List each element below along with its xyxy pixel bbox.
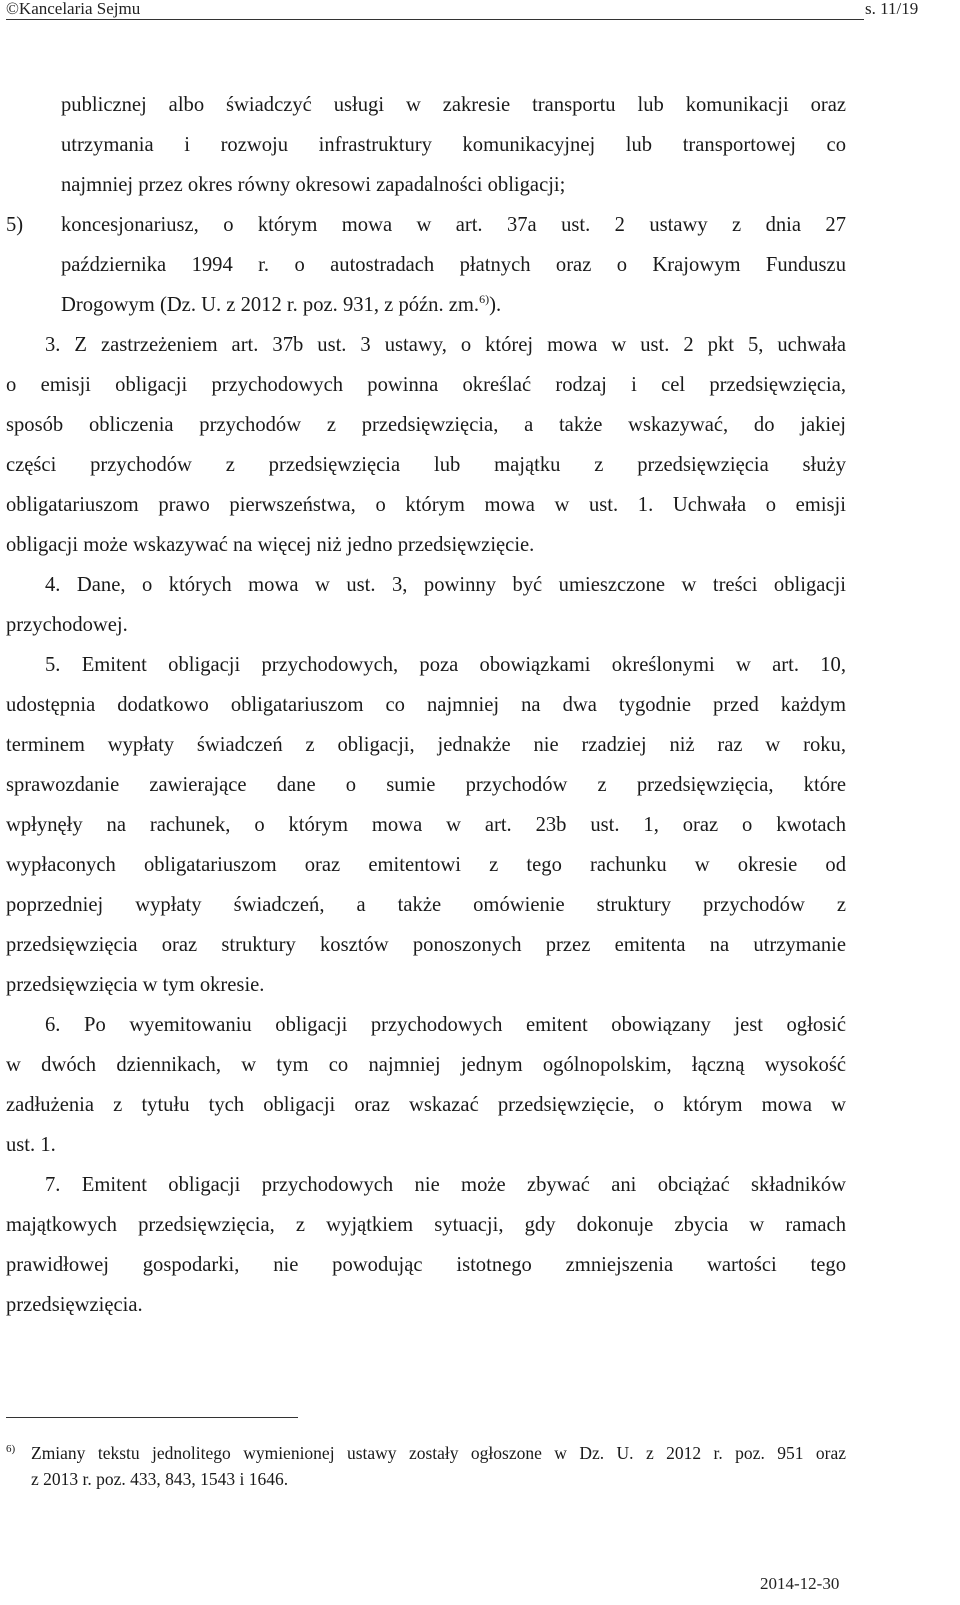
page-number: s. 11/19	[865, 0, 919, 18]
text-line	[6, 165, 846, 205]
text-line	[6, 725, 846, 765]
text-line	[6, 445, 846, 485]
line-text: października 1994 r. o autostradach płatnych oraz o Krajowym Funduszu	[61, 254, 846, 276]
header-rule	[6, 19, 864, 20]
line-text: 7. Emitent obligacji przychodowych nie może zbywać ani obciążać składników	[45, 1174, 846, 1196]
line-text: najmniej przez okres równy okresowi zapadalności obligacji;	[61, 174, 566, 196]
text-line	[6, 365, 846, 405]
line-text: przedsięwzięcia.	[6, 1294, 143, 1316]
text-line	[6, 605, 846, 645]
line-text: ust. 1.	[6, 1134, 56, 1156]
text-line	[6, 245, 846, 285]
line-text: przychodowej.	[6, 614, 128, 636]
line-text: publicznej albo świadczyć usługi w zakresie transportu lub komunikacji oraz	[61, 94, 846, 116]
text-line	[6, 405, 846, 445]
text-line	[6, 565, 846, 605]
page-header	[0, 0, 960, 22]
line-text: koncesjonariusz, o którym mowa w art. 37a ust. 2 ustawy z dnia 27	[61, 214, 846, 236]
text-line	[6, 805, 846, 845]
text-line	[6, 925, 846, 965]
text-line	[6, 325, 846, 365]
text-line	[6, 645, 846, 685]
text-line	[6, 285, 846, 325]
text-line	[6, 845, 846, 885]
document-date: 2014-12-30	[760, 1574, 840, 1593]
footnote-ref: 6)	[479, 292, 490, 307]
line-text: w dwóch dziennikach, w tym co najmniej jednym ogólnopolskim, łączną wysokość	[6, 1054, 846, 1076]
footnote-line: z 2013 r. poz. 433, 843, 1543 i 1646.	[31, 1469, 289, 1489]
text-line	[6, 125, 846, 165]
line-text: przedsięwzięcia w tym okresie.	[6, 974, 265, 996]
text-line	[6, 525, 846, 565]
line-text: przedsięwzięcia oraz struktury kosztów ponoszonych przez emitenta na utrzymanie	[6, 934, 846, 956]
line-text: sprawozdanie zawierające dane o sumie przychodów z przedsięwzięcia, które	[6, 774, 846, 796]
list-number: 5)	[6, 214, 24, 236]
line-text: 5. Emitent obligacji przychodowych, poza obowiązkami określonymi w art. 10,	[45, 654, 846, 676]
line-text: utrzymania i rozwoju infrastruktury komunikacyjnej lub transportowej co	[61, 134, 846, 156]
footnote	[6, 1440, 846, 1492]
text-line	[6, 885, 846, 925]
text-line	[6, 85, 846, 125]
text-line	[6, 1125, 846, 1165]
text-line	[6, 685, 846, 725]
line-text: prawidłowej gospodarki, nie powodując istotnego zmniejszenia wartości tego	[6, 1254, 846, 1276]
text-line	[6, 1205, 846, 1245]
line-text: wpłynęły na rachunek, o którym mowa w art. 23b ust. 1, oraz o kwotach	[6, 814, 846, 836]
line-text: obligatariuszom prawo pierwszeństwa, o którym mowa w ust. 1. Uchwała o emisji	[6, 494, 846, 516]
line-text: majątkowych przedsięwzięcia, z wyjątkiem sytuacji, gdy dokonuje zbycia w ramach	[6, 1214, 846, 1236]
line-text: 3. Z zastrzeżeniem art. 37b ust. 3 ustawy, o której mowa w ust. 2 pkt 5, uchwała	[45, 334, 846, 356]
text-line	[6, 485, 846, 525]
line-text: poprzedniej wypłaty świadczeń, a także omówienie struktury przychodów z	[6, 894, 846, 916]
line-text: o emisji obligacji przychodowych powinna określać rodzaj i cel przedsięwzięcia,	[6, 374, 846, 396]
text-line	[6, 1245, 846, 1285]
footnote-line: $^{6)}$ Zmiany tekstu jednolitego wymienionej ustawy zostały ogłoszone w Dz. U. z 2012 r. poz. 951 oraz	[6, 1440, 846, 1466]
line-text: Drogowym (Dz. U. z 2012 r. poz. 931, z późn. zm.	[61, 294, 480, 316]
source-label: ©Kancelaria Sejmu	[6, 0, 141, 18]
text-line	[6, 1085, 846, 1125]
footnote-separator	[6, 1417, 298, 1418]
text-line	[6, 1165, 846, 1205]
line-text: obligacji może wskazywać na więcej niż jedno przedsięwzięcie.	[6, 534, 535, 556]
text-line	[6, 1285, 846, 1325]
line-text: sposób obliczenia przychodów z przedsięwzięcia, a także wskazywać, do jakiej	[6, 414, 846, 436]
line-text-tail: ).	[489, 294, 502, 316]
line-text: wypłaconych obligatariuszom oraz emitentowi z tego rachunku w okresie od	[6, 854, 846, 876]
text-line	[6, 965, 846, 1005]
line-text: części przychodów z przedsięwzięcia lub majątku z przedsięwzięcia służy	[6, 454, 846, 476]
text-line	[6, 205, 846, 245]
text-line	[6, 1005, 846, 1045]
line-text: udostępnia dodatkowo obligatariuszom co najmniej na dwa tygodnie przed każdym	[6, 694, 846, 716]
line-text: terminem wypłaty świadczeń z obligacji, jednakże nie rzadziej niż raz w roku,	[6, 734, 846, 756]
line-text: 4. Dane, o których mowa w ust. 3, powinny być umieszczone w treści obligacji	[45, 574, 846, 596]
line-text: zadłużenia z tytułu tych obligacji oraz wskazać przedsięwzięcie, o którym mowa w	[6, 1094, 846, 1116]
text-line	[6, 765, 846, 805]
line-text: 6. Po wyemitowaniu obligacji przychodowych emitent obowiązany jest ogłosić	[45, 1014, 846, 1036]
document-body	[6, 85, 846, 1325]
text-line	[6, 1045, 846, 1085]
footnote-marker: 6)	[6, 1443, 16, 1456]
